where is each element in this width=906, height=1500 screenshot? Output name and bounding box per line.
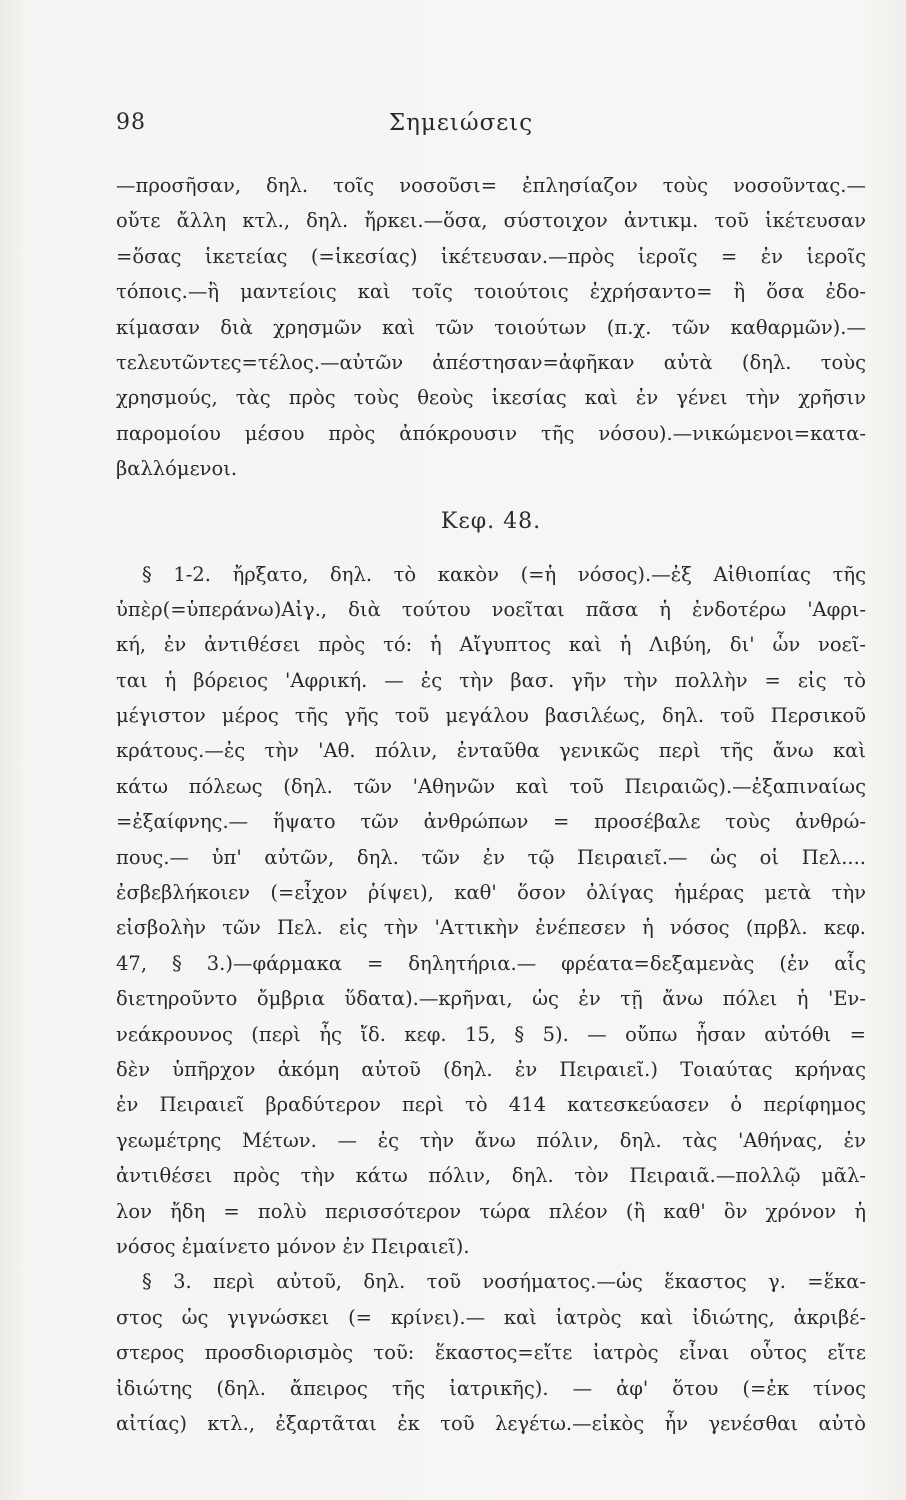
paragraph-notes-continued bbox=[116, 168, 866, 487]
paragraph-section-3 bbox=[116, 1264, 866, 1441]
text-line: ὑπὲρ(=ὑπεράνω)Αἰγ., διὰ τούτου νοεῖται πᾶσα ἡ ἐνδοτέρω 'Αφρι- bbox=[116, 597, 866, 621]
text-line: χρησμούς, τὰς πρὸς τοὺς θεοὺς ἱκεσίας καὶ ἐν γένει τὴν χρῆσιν bbox=[116, 386, 866, 410]
notes-body bbox=[116, 168, 866, 1441]
text-line: 47, § 3.)—φάρμακα = δηλητήρια.— φρέατα=δεξαμενὰς (ἐν αἷς bbox=[116, 951, 866, 975]
text-line: κράτους.—ἐς τὴν 'Αθ. πόλιν, ἐνταῦθα γενικῶς περὶ τῆς ἄνω καὶ bbox=[116, 739, 866, 763]
text-line: —προσῆσαν, δηλ. τοῖς νοσοῦσι= ἐπλησίαζον τοὺς νοσοῦντας.— bbox=[116, 174, 866, 197]
chapter-heading: Κεφ. 48. bbox=[440, 508, 542, 534]
text-line: πους.— ὑπ' αὐτῶν, δηλ. τῶν ἐν τῷ Πειραιεῖ.— ὡς οἱ Πελ.... bbox=[116, 845, 866, 869]
text-line: ται ἡ βόρειος 'Αφρική. — ἐς τὴν βασ. γῆν τὴν πολλὴν = εἰς τὸ bbox=[116, 668, 866, 692]
text-line: τελευτῶντες=τέλος.—αὐτῶν ἀπέστησαν=ἀφῆκαν αὐτὰ (δηλ. τοὺς bbox=[116, 350, 866, 374]
text-line: κάτω πόλεως (δηλ. τῶν 'Αθηνῶν καὶ τοῦ Πειραιῶς).—ἐξαπιναίως bbox=[116, 774, 866, 798]
text-line: νόσος ἐμαίνετο μόνον ἐν Πειραιεῖ). bbox=[116, 1234, 470, 1258]
text-line: =ὅσας ἱκετείας (=ἱκεσίας) ἱκέτευσαν.—πρὸς ἱεροῖς = ἐν ἱεροῖς bbox=[116, 244, 866, 268]
text-line: ἰδιώτης (δηλ. ἄπειρος τῆς ἰατρικῆς). — ἀφ' ὅτου (=ἐκ τίνος bbox=[116, 1376, 866, 1400]
text-line: ἀντιθέσει πρὸς τὴν κάτω πόλιν, δηλ. τὸν Πειραιᾶ.—πολλῷ μᾶλ- bbox=[116, 1164, 866, 1188]
text-line: ἐν Πειραιεῖ βραδύτερον περὶ τὸ 414 κατεσκεύασεν ὁ περίφημος bbox=[116, 1093, 866, 1117]
text-line: § 3. περὶ αὐτοῦ, δηλ. τοῦ νοσήματος.—ὡς ἕκαστος γ. =ἕκα- bbox=[142, 1270, 866, 1294]
text-line: εἰσβολὴν τῶν Πελ. εἰς τὴν 'Αττικὴν ἐνέπεσεν ἡ νόσος (πρβλ. κεφ. bbox=[116, 916, 866, 940]
page-header-title: Σημειώσεις bbox=[388, 110, 534, 136]
text-line: γεωμέτρης Μέτων. — ἐς τὴν ἄνω πόλιν, δηλ. τὰς 'Αθήνας, ἐν bbox=[116, 1128, 866, 1152]
text-line: στερος προσδιορισμὸς τοῦ: ἕκαστος=εἴτε ἰατρὸς εἶναι οὗτος εἴτε bbox=[116, 1341, 866, 1365]
text-line: ἐσβεβλήκοιεν (=εἶχον ῥίψει), καθ' ὅσον ὀλίγας ἡμέρας μετὰ τὴν bbox=[116, 881, 866, 905]
text-line: δὲν ὑπῆρχον ἀκόμη αὐτοῦ (δηλ. ἐν Πειραιεῖ.) Τοιαύτας κρήνας bbox=[116, 1057, 866, 1081]
text-line: λον ἤδη = πολὺ περισσότερον τώρα πλέον (ἢ καθ' ὃν χρόνον ἡ bbox=[116, 1199, 866, 1223]
text-line: στος ὡς γιγνώσκει (= κρίνει).— καὶ ἰατρὸς καὶ ἰδιώτης, ἀκριβέ- bbox=[116, 1305, 866, 1329]
text-line: διετηροῦντο ὄμβρια ὕδατα).—κρῆναι, ὡς ἐν τῇ ἄνω πόλει ἡ 'Εν- bbox=[116, 987, 866, 1011]
text-line: κίμασαν διὰ χρησμῶν καὶ τῶν τοιούτων (π.χ. τῶν καθαρμῶν).— bbox=[116, 315, 866, 339]
text-line: μέγιστον μέρος τῆς γῆς τοῦ μεγάλου βασιλέως, δηλ. τοῦ Περσικοῦ bbox=[116, 704, 866, 728]
running-head bbox=[116, 110, 806, 150]
text-line: κή, ἐν ἀντιθέσει πρὸς τό: ἡ Αἴγυπτος καὶ ἡ Λιβύη, δι' ὧν νοεῖ- bbox=[116, 633, 866, 657]
text-line: αἰτίας) κτλ., ἐξαρτᾶται ἐκ τοῦ λεγέτω.—εἰκὸς ἦν γενέσθαι αὐτὸ bbox=[116, 1411, 866, 1435]
text-line: οὔτε ἄλλη κτλ., δηλ. ἤρκει.—ὅσα, σύστοιχον ἀντικμ. τοῦ ἱκέτευσαν bbox=[116, 209, 866, 233]
page-number: 98 bbox=[116, 110, 146, 135]
paragraph-section-1-2 bbox=[116, 557, 866, 1265]
text-line: τόποις.—ἢ μαντείοις καὶ τοῖς τοιούτοις ἐχρήσαντο= ἢ ὅσα ἐδο- bbox=[116, 280, 866, 304]
text-line: βαλλόμενοι. bbox=[116, 457, 238, 481]
text-line: =ἐξαίφνης.— ἥψατο τῶν ἀνθρώπων = προσέβαλε τοὺς ἀνθρώ- bbox=[116, 810, 866, 834]
text-line: παρομοίου μέσου πρὸς ἀπόκρουσιν τῆς νόσου).—νικώμενοι=κατα- bbox=[116, 421, 866, 445]
text-line: νεάκρουνος (περὶ ἧς ἴδ. κεφ. 15, § 5). — οὔπω ἦσαν αὐτόθι = bbox=[116, 1022, 866, 1046]
text-line: § 1-2. ἤρξατο, δηλ. τὸ κακὸν (=ἡ νόσος).—ἐξ Αἰθιοπίας τῆς bbox=[142, 562, 866, 586]
